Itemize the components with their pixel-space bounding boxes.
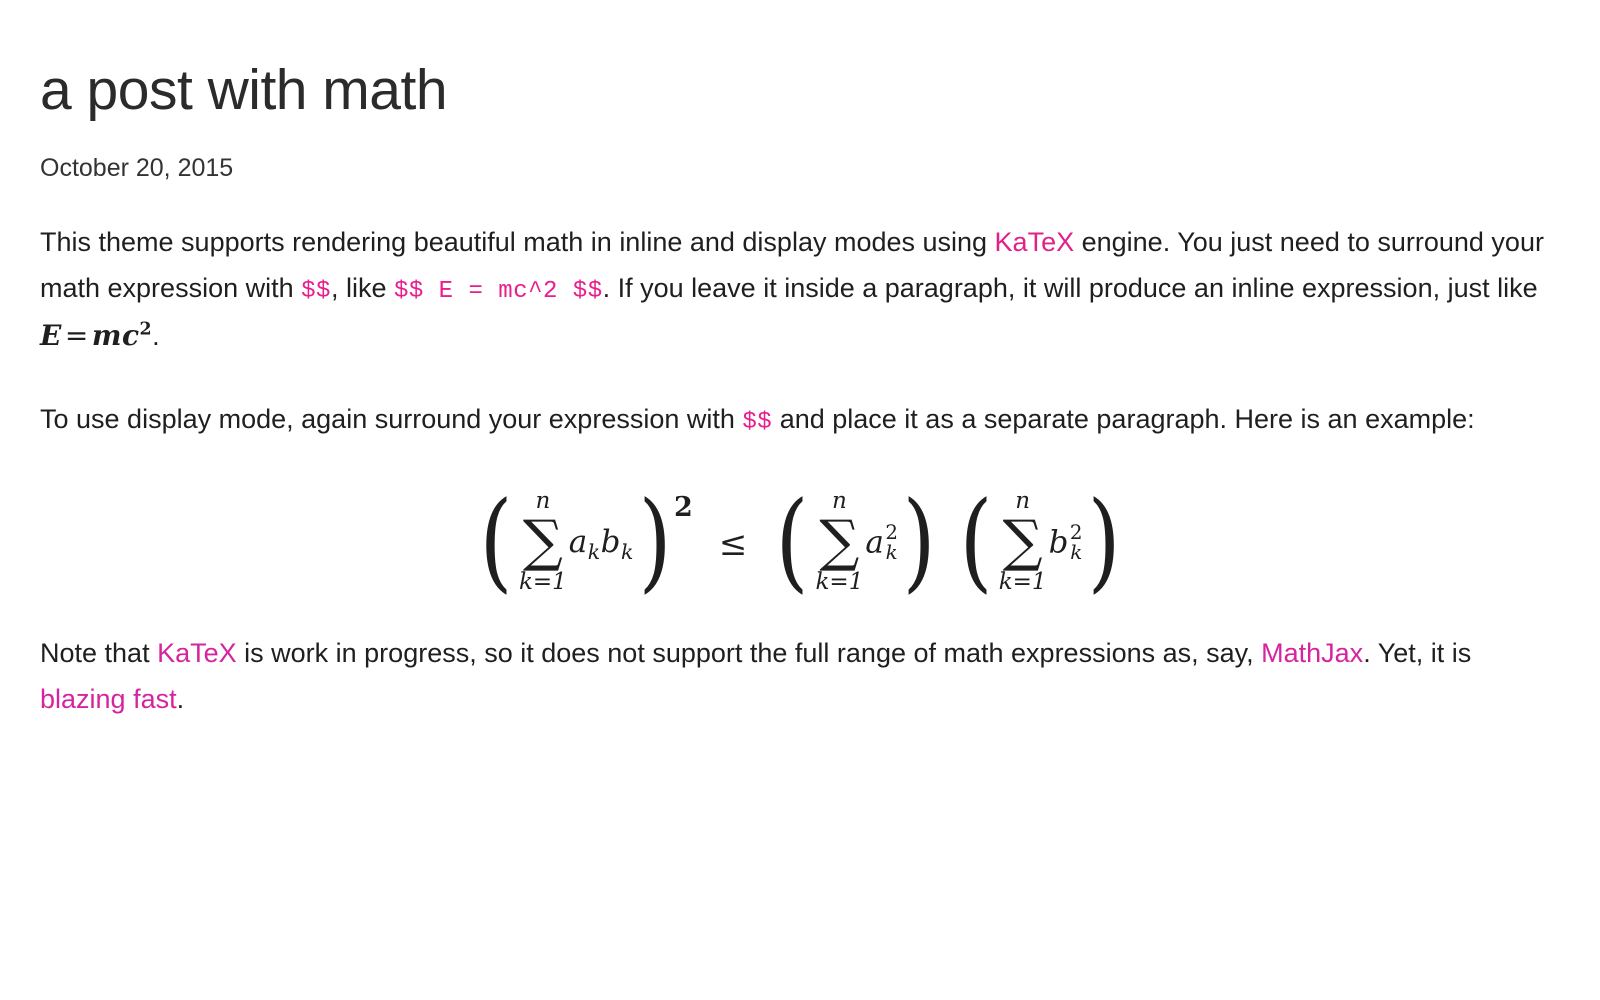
term-b-k: $b_k$ — [600, 523, 634, 564]
sum-upper-limit-1: n — [535, 487, 551, 514]
paragraph-intro-part2: engine. You just need to surround your math expression with — [40, 226, 1544, 303]
code-example-expression: $$ E = mc^2 $$ — [393, 277, 603, 305]
blazing-fast-link[interactable]: blazing fast — [40, 684, 177, 715]
paren-open-1: ( — [479, 478, 513, 604]
post-date: October 20, 2015 — [40, 153, 234, 182]
paragraph-display-part1: To use display mode, again surround your expression with — [40, 404, 743, 435]
sum-sign-3: ∑ — [1002, 508, 1043, 574]
term-a-k: $a_k$ — [568, 523, 601, 564]
paragraph-intro-part4: . If you leave it inside a paragraph, it will produce an inline expression, just like — [602, 272, 1538, 303]
mathjax-link[interactable]: MathJax — [1261, 637, 1364, 668]
sum-lower-limit-2: k=1 — [815, 568, 864, 595]
paragraph-display-mode — [40, 396, 1550, 443]
term-a-k-squared: a 2 k — [865, 520, 899, 564]
paragraph-note-part4: . — [176, 684, 185, 715]
term-b-k-squared: b 2 k — [1048, 520, 1084, 564]
paragraph-note — [40, 630, 1550, 723]
paragraph-intro — [40, 219, 1550, 361]
page-title: a post with math — [40, 58, 448, 122]
paragraph-note-part1: Note that — [40, 637, 158, 668]
paren-open-2: ( — [775, 478, 809, 604]
katex-link-2[interactable]: KaTeX — [157, 637, 237, 668]
equation-group-right — [955, 478, 1126, 604]
display-math-equation — [40, 478, 1560, 604]
sum-sign-1: ∑ — [522, 508, 563, 574]
sum-lower-limit-3: k=1 — [998, 568, 1047, 595]
paragraph-display-part2: and place it as a separate paragraph. Here is an example: — [772, 404, 1475, 435]
paren-close-2: ) — [903, 478, 936, 604]
code-dollar-delimiters-2: $$ — [742, 409, 773, 437]
paragraph-intro-part3: , like — [330, 272, 394, 303]
summation-1 — [518, 487, 567, 595]
sum-upper-limit-2: n — [831, 487, 847, 514]
paren-close-1: ) — [638, 478, 672, 604]
inline-math-emc2: $E = mc^2$ — [40, 319, 153, 353]
paragraph-intro-part1: This theme supports rendering beautiful math in inline and display modes using — [40, 226, 995, 257]
equation-group-left — [475, 478, 695, 604]
paren-close-3: ) — [1087, 478, 1121, 604]
sum-upper-limit-3: n — [1015, 487, 1031, 514]
relation-leq: ≤ — [718, 523, 748, 564]
summation-3 — [998, 487, 1047, 595]
summation-2 — [815, 487, 864, 595]
paragraph-intro-part5: . — [152, 321, 160, 352]
equation-inner — [475, 478, 1125, 604]
paren-open-3: ( — [959, 478, 993, 604]
paragraph-note-part2: is work in progress, so it does not support the full range of math expressions as, say, — [236, 637, 1262, 668]
sum-sign-2: ∑ — [819, 508, 860, 574]
equation-group-mid — [771, 478, 940, 604]
code-dollar-delimiters: $$ — [301, 277, 331, 305]
katex-link[interactable]: KaTeX — [994, 226, 1075, 257]
exponent-2: 2 — [674, 492, 693, 524]
paragraph-note-part3: . Yet, it is — [1363, 637, 1472, 668]
sum-lower-limit-1: k=1 — [518, 568, 567, 595]
